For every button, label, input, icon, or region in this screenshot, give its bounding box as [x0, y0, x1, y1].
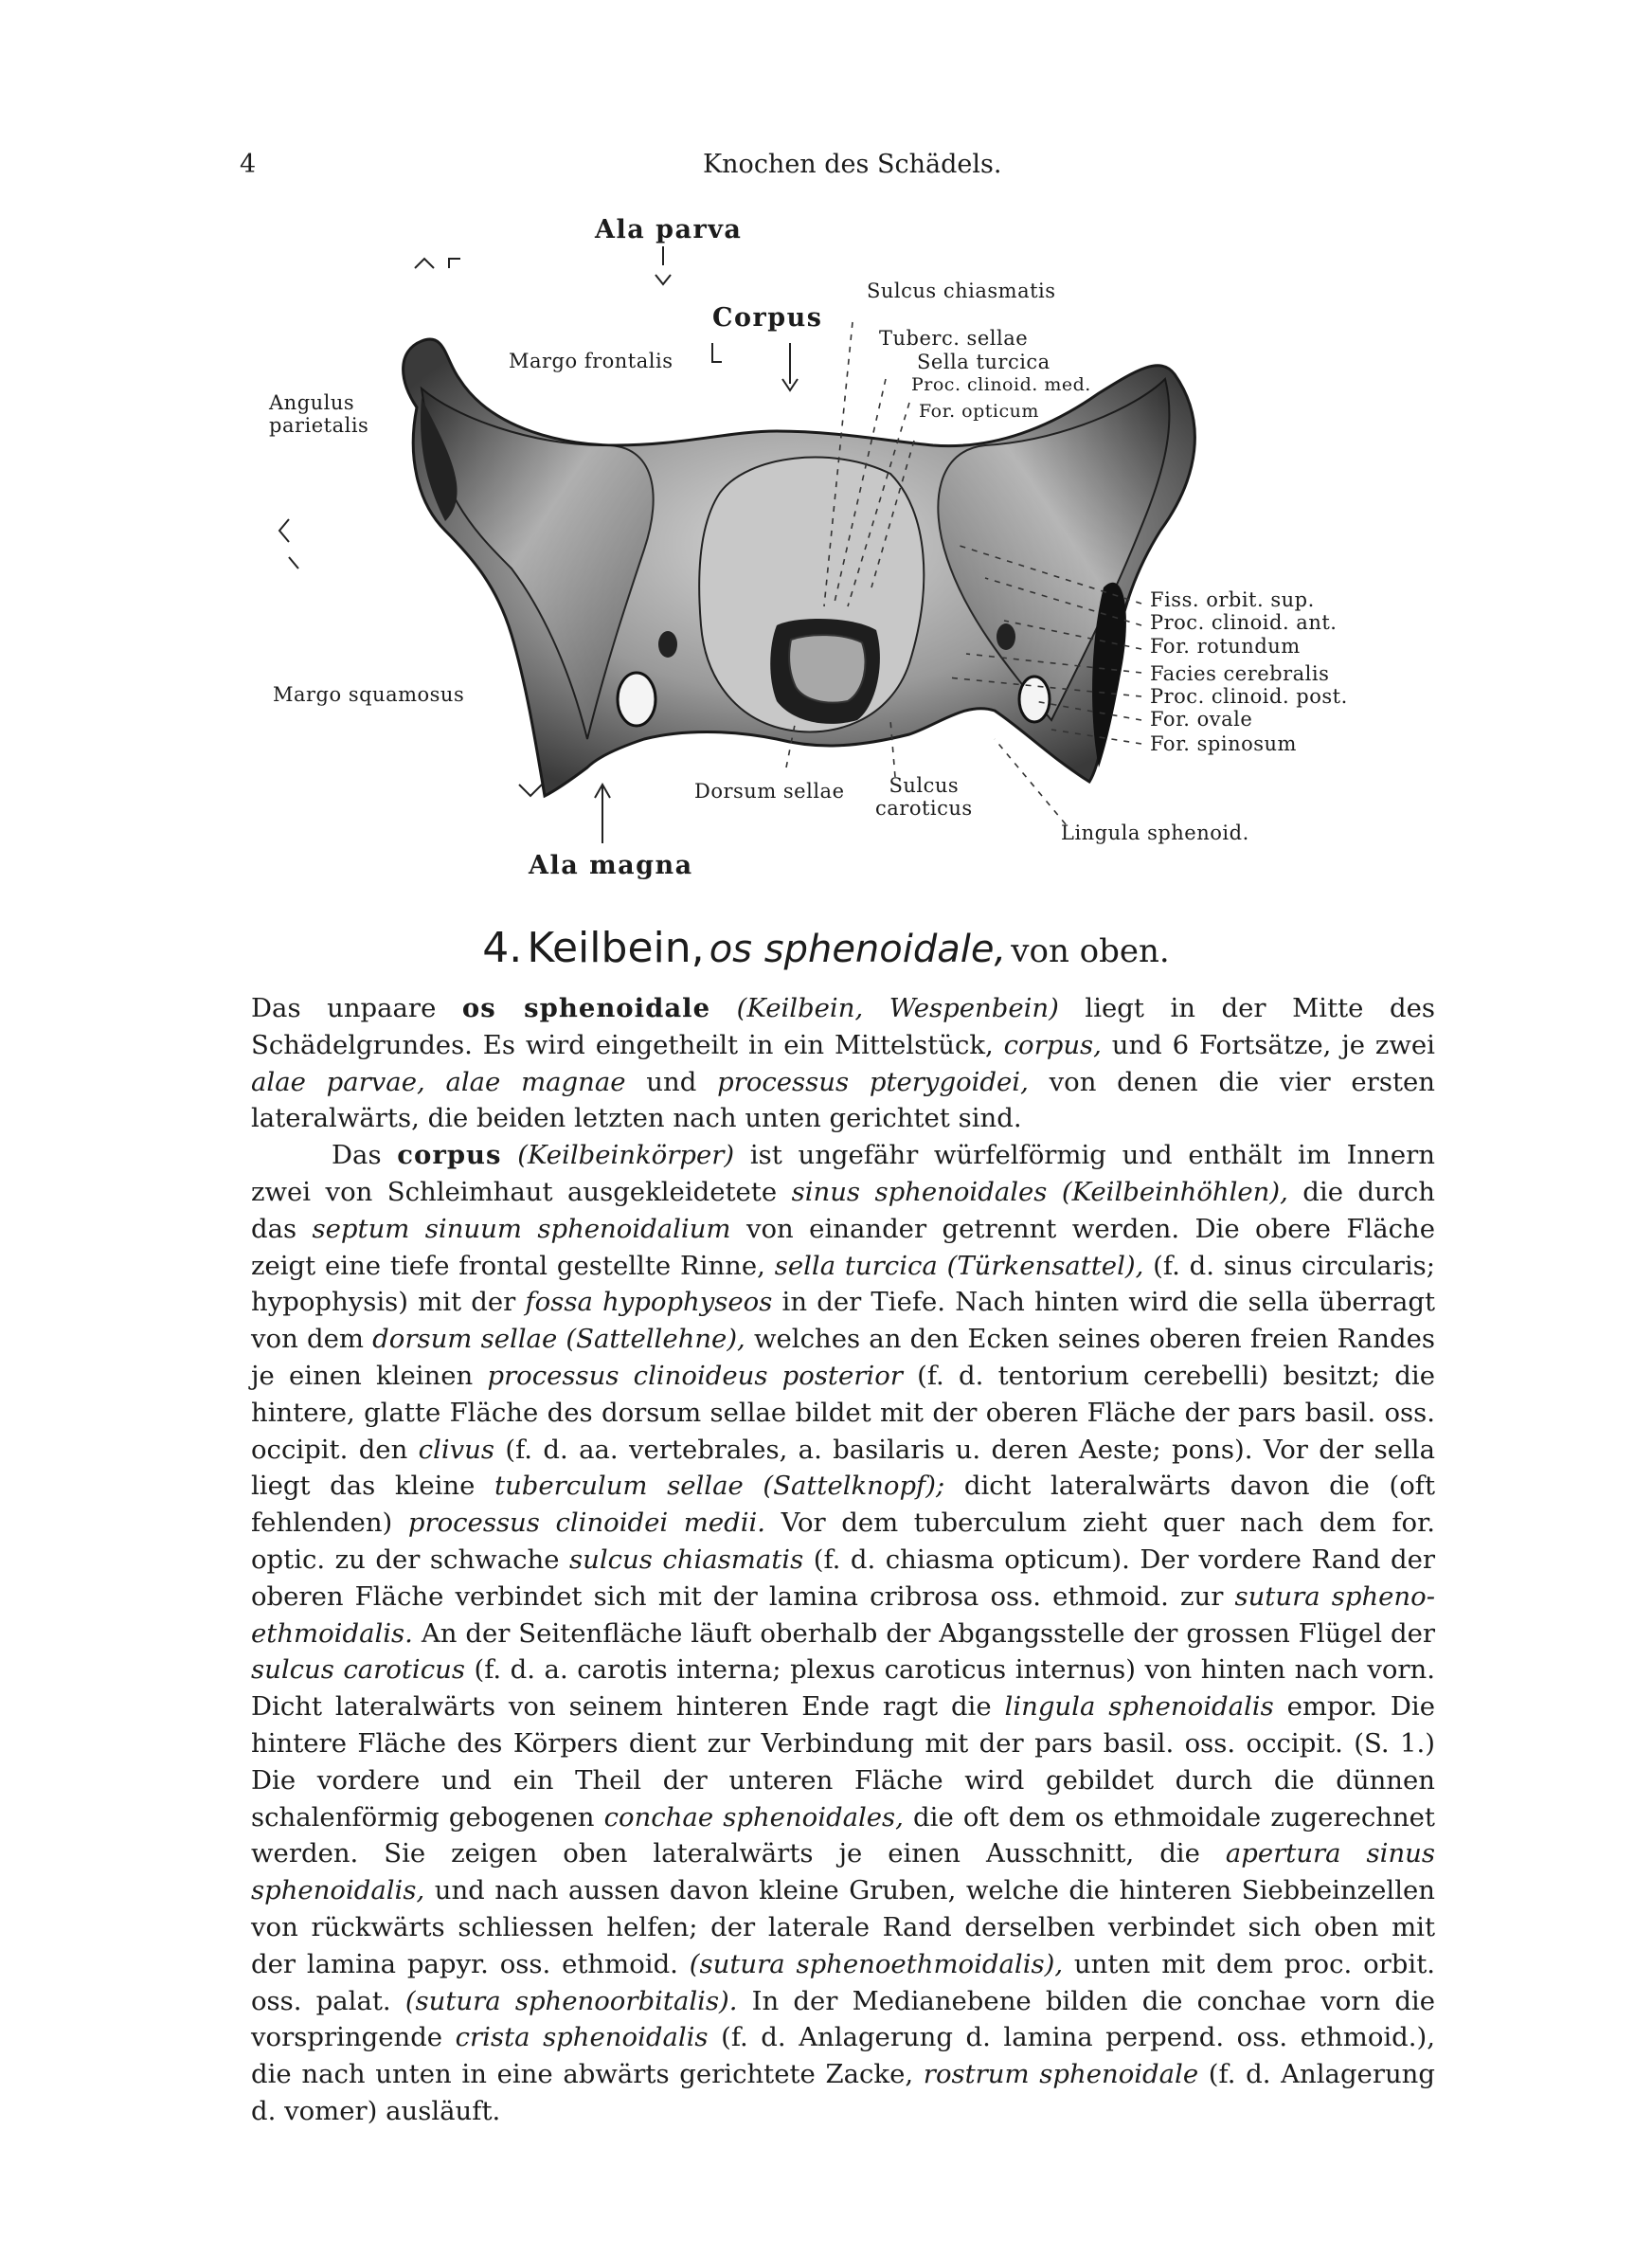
- label-facies-cerebralis: Facies cerebralis: [1150, 662, 1330, 685]
- label-for-spinosum: For. spinosum: [1150, 732, 1297, 755]
- caption-title: Keilbein,: [527, 924, 705, 972]
- paragraph-1: Das unpaare os sphenoidale (Keilbein, Wespenbein) liegt in der Mitte des Schädelgrundes. Es wird eingetheilt in ein Mittelstück, corpus, und 6 Fortsätze, je zwei alae parvae, alae magnae und processus pterygoidei, von denen die vier ersten lateralwärts, die beiden letzten nach unten gerichtet sind.: [251, 993, 1435, 1134]
- paragraph-2: Das corpus (Keilbeinkörper) ist ungefähr würfelförmig und enthält im Innern zwei von Schleimhaut ausgekleidetete sinus sphenoidales (Keilbeinhöhlen), die durch das septum sinuum sphenoidalium von einander getrennt werden. Die obere Fläche zeigt eine tiefe frontal gestellte Rinne, sella turcica (Türkensattel), (f. d. sinus circularis; hypophysis) mit der fossa hypophyseos in der Tiefe. Nach hinten wird die sella überragt von dem dorsum sellae (Sattellehne), welches an den Ecken seines oberen freien Randes je einen kleinen processus clinoideus posterior (f. d. tentorium cerebelli) besitzt; die hintere, glatte Fläche des dorsum sellae bildet mit der oberen Fläche der pars basil. oss. occipit. den clivus (f. d. aa. vertebrales, a. basilaris u. deren Aeste; pons). Vor der sella liegt das kleine tuberculum sellae (Sattelknopf); dicht lateralwärts davon die (oft fehlenden) processus clinoidei medii. Vor dem tuberculum zieht quer nach dem for. optic. zu der schwache sulcus chiasmatis (f. d. chiasma opticum). Der vordere Rand der oberen Fläche verbindet sich mit der lamina cribrosa oss. ethmoid. zur sutura spheno-ethmoidalis. An der Seitenfläche läuft oberhalb der Abgangsstelle der grossen Flügel der sulcus caroticus (f. d. a. carotis interna; plexus caroticus internus) von hinten nach vorn. Dicht lateralwärts von seinem hinteren Ende ragt die lingula sphenoidalis empor. Die hintere Fläche des Körpers dient zur Verbindung mit der pars basil. oss. occipit. (S. 1.) Die vordere und ein Theil der unteren Fläche wird gebildet durch die dünnen schalenförmig gebogenen conchae sphenoidales, die oft dem os ethmoidale zugerechnet werden. Sie zeigen oben lateralwärts je einen Ausschnitt, die apertura sinus sphenoidalis, und nach aussen davon kleine Gruben, welche die hinteren Siebbeinzellen von rückwärts schliessen helfen; der laterale Rand derselben verbindet sich oben mit der lamina papyr. oss. ethmoid. (sutura sphenoethmoidalis), unten mit dem proc. orbit. oss. palat. (sutura sphenoorbitalis). In der Medianebene bilden die conchae vorn die vorspringende crista sphenoidalis (f. d. Anlagerung d. lamina perpend. oss. ethmoid.), die nach unten in eine abwärts gerichtete Zacke, rostrum sphenoidale (f. d. Anlagerung d. vomer) ausläuft.: [251, 1140, 1436, 2126]
- figure-caption: [0, 924, 1652, 972]
- label-sulcus-chiasmatis: Sulcus chiasmatis: [867, 280, 1056, 302]
- foramen-ovale-right: [1019, 677, 1050, 722]
- label-sulcus-caroticus: Sulcus caroticus: [875, 774, 973, 820]
- label-corpus: Corpus: [712, 303, 823, 333]
- body-text: [251, 990, 1435, 2130]
- foramen-rotundum-right: [997, 623, 1015, 650]
- page-number: 4: [240, 150, 257, 179]
- label-ala-magna: Ala magna: [529, 851, 693, 880]
- label-proc-clinoid-med: Proc. clinoid. med.: [911, 374, 1091, 395]
- caption-rest: von oben.: [1011, 932, 1170, 970]
- label-sella-turcica: Sella turcica: [917, 351, 1050, 373]
- caption-number: 4.: [482, 924, 523, 972]
- label-proc-clinoid-post: Proc. clinoid. post.: [1150, 685, 1348, 708]
- label-tuberc-sellae: Tuberc. sellae: [879, 327, 1029, 350]
- foramen-rotundum-left: [658, 631, 677, 658]
- label-for-rotundum: For. rotundum: [1150, 635, 1301, 658]
- foramen-ovale-left: [618, 673, 655, 726]
- label-dorsum-sellae: Dorsum sellae: [694, 780, 845, 803]
- label-lingula-sphenoid: Lingula sphenoid.: [1061, 822, 1249, 844]
- label-for-opticum: For. opticum: [919, 401, 1039, 422]
- sphenoid-bone-illustration: [0, 0, 1652, 910]
- label-proc-clinoid-ant: Proc. clinoid. ant.: [1150, 611, 1338, 634]
- dorsum-sellae: [789, 635, 865, 703]
- label-ala-parva: Ala parva: [595, 215, 743, 244]
- caption-latin: os sphenoidale,: [709, 928, 1007, 971]
- label-fiss-orbit-sup: Fiss. orbit. sup.: [1150, 588, 1315, 611]
- running-title: Knochen des Schädels.: [703, 150, 1002, 179]
- label-margo-frontalis: Margo frontalis: [509, 350, 673, 372]
- label-margo-squamosus: Margo squamosus: [273, 683, 465, 706]
- label-for-ovale: For. ovale: [1150, 708, 1253, 731]
- label-angulus-parietalis: Angulus parietalis: [269, 391, 369, 437]
